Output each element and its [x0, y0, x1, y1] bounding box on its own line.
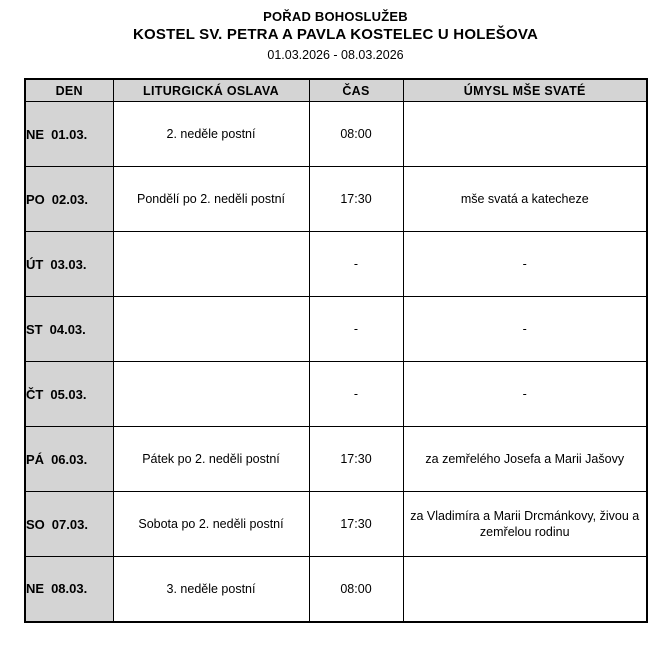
table-row	[25, 492, 647, 557]
cell-day	[25, 102, 113, 167]
table-row	[25, 232, 647, 297]
day-name: NE	[26, 126, 45, 142]
schedule-table	[24, 78, 648, 623]
cell-day	[25, 557, 113, 622]
cell-day	[25, 427, 113, 492]
cell-liturgy	[113, 362, 309, 427]
table-row	[25, 167, 647, 232]
table-row	[25, 297, 647, 362]
cell-time: 17:30	[309, 167, 403, 232]
cell-intention: za Vladimíra a Marii Drcmánkovy, živou a zemřelou rodinu	[403, 492, 647, 557]
cell-intention: -	[403, 232, 647, 297]
cell-day	[25, 362, 113, 427]
cell-intention: za zemřelého Josefa a Marii Jašovy	[403, 427, 647, 492]
cell-intention	[403, 557, 647, 622]
day-name: NE	[26, 581, 45, 597]
cell-intention: mše svatá a katecheze	[403, 167, 647, 232]
document-subtitle: KOSTEL SV. PETRA A PAVLA KOSTELEC U HOLEŠOVA	[133, 26, 538, 43]
day-date: 08.03.	[51, 581, 88, 597]
document-header	[0, 0, 671, 64]
table-row	[25, 427, 647, 492]
day-name: ST	[26, 321, 43, 337]
day-date: 02.03.	[51, 191, 88, 207]
cell-time: -	[309, 362, 403, 427]
day-name: SO	[26, 516, 45, 532]
column-header-day: DEN	[25, 79, 113, 102]
day-date: 06.03.	[51, 451, 88, 467]
day-date: 01.03.	[51, 126, 88, 142]
cell-time: 17:30	[309, 427, 403, 492]
day-name: ČT	[26, 386, 44, 402]
cell-time: 08:00	[309, 557, 403, 622]
day-name: PÁ	[26, 451, 45, 467]
table-body	[25, 102, 647, 622]
cell-time: -	[309, 232, 403, 297]
cell-day	[25, 297, 113, 362]
day-name: PO	[26, 191, 45, 207]
table-row	[25, 557, 647, 622]
day-name: ÚT	[26, 256, 44, 272]
cell-liturgy: Pátek po 2. neděli postní	[113, 427, 309, 492]
table-row	[25, 102, 647, 167]
cell-intention: -	[403, 362, 647, 427]
column-header-time: ČAS	[309, 79, 403, 102]
cell-day	[25, 232, 113, 297]
cell-time: -	[309, 297, 403, 362]
table-header-row	[25, 79, 647, 102]
cell-intention	[403, 102, 647, 167]
cell-liturgy: Sobota po 2. neděli postní	[113, 492, 309, 557]
cell-time: 17:30	[309, 492, 403, 557]
schedule-table-wrapper	[24, 78, 648, 623]
cell-day	[25, 167, 113, 232]
cell-liturgy	[113, 232, 309, 297]
day-date: 05.03.	[50, 386, 87, 402]
table-row	[25, 362, 647, 427]
cell-liturgy: Pondělí po 2. neděli postní	[113, 167, 309, 232]
day-date: 07.03.	[51, 516, 88, 532]
day-date: 03.03.	[50, 256, 87, 272]
cell-day	[25, 492, 113, 557]
cell-liturgy: 2. neděle postní	[113, 102, 309, 167]
cell-liturgy: 3. neděle postní	[113, 557, 309, 622]
column-header-intention: ÚMYSL MŠE SVATÉ	[403, 79, 647, 102]
cell-liturgy	[113, 297, 309, 362]
date-range: 01.03.2026 - 08.03.2026	[267, 48, 404, 62]
cell-intention: -	[403, 297, 647, 362]
day-date: 04.03.	[49, 321, 86, 337]
table-header	[25, 79, 647, 102]
document-title: POŘAD BOHOSLUŽEB	[263, 9, 408, 24]
column-header-liturgy: LITURGICKÁ OSLAVA	[113, 79, 309, 102]
cell-time: 08:00	[309, 102, 403, 167]
